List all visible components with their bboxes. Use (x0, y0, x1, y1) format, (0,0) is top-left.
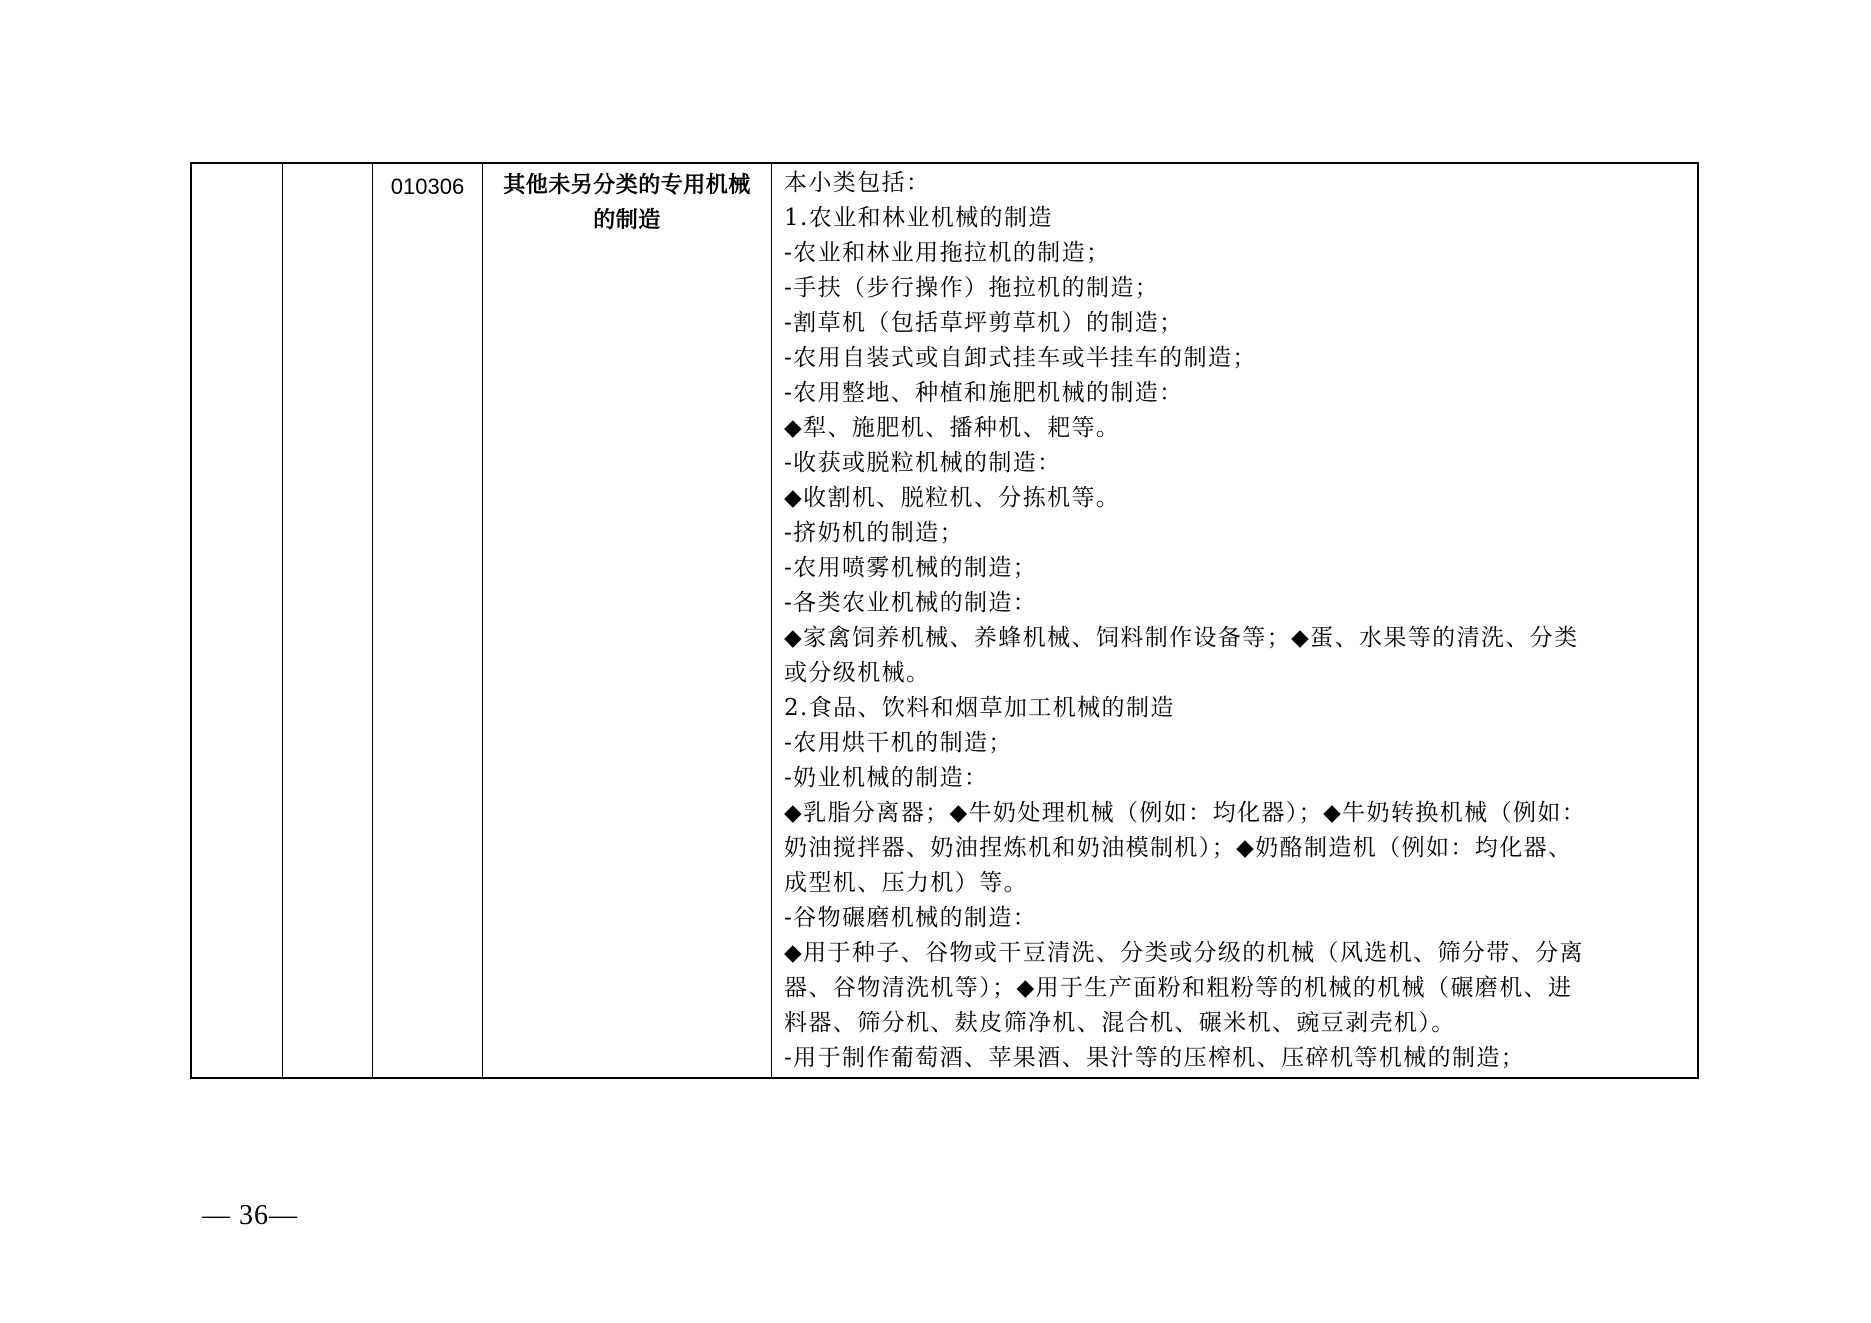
description-line: 或分级机械。 (784, 660, 931, 686)
description-line: ◆用于种子、谷物或干豆清洗、分类或分级的机械（风选机、筛分带、分离 (784, 940, 1584, 966)
description-line: ◆乳脂分离器；◆牛奶处理机械（例如：均化器）；◆牛奶转换机械（例如： (784, 800, 1587, 826)
description-line: -农业和林业用拖拉机的制造； (784, 240, 1111, 266)
description-line: 2.食品、饮料和烟草加工机械的制造 (784, 695, 1175, 721)
description-line: -农用整地、种植和施肥机械的制造： (784, 380, 1184, 406)
description-line: -奶业机械的制造： (784, 765, 989, 791)
table-cell-empty-2 (283, 164, 373, 1077)
description-line: ◆犁、施肥机、播种机、耙等。 (784, 415, 1121, 441)
page-number: — 36— (202, 1200, 298, 1231)
category-name: 其他未另分类的专用机械的制造 (483, 164, 772, 1077)
classification-table (190, 162, 1699, 1079)
description-line: 本小类包括： (784, 170, 931, 196)
description-line: 器、谷物清洗机等）；◆用于生产面粉和粗粉等的机械的机械（碾磨机、进 (784, 975, 1573, 1001)
description-line: 成型机、压力机）等。 (784, 870, 1028, 896)
category-code: 010306 (373, 164, 483, 1077)
description-line: -谷物碾磨机械的制造： (784, 905, 1038, 931)
description-line: -农用喷雾机械的制造； (784, 555, 1038, 581)
category-description (772, 164, 1697, 1077)
description-line: -农用烘干机的制造； (784, 730, 1013, 756)
description-line: 料器、筛分机、麸皮筛净机、混合机、碾米机、豌豆剥壳机）。 (784, 1010, 1456, 1036)
description-line: ◆收割机、脱粒机、分拣机等。 (784, 485, 1121, 511)
description-line: -各类农业机械的制造： (784, 590, 1038, 616)
description-line: 奶油搅拌器、奶油捏炼机和奶油模制机）；◆奶酪制造机（例如：均化器、 (784, 835, 1573, 861)
description-line: -用于制作葡萄酒、苹果酒、果汁等的压榨机、压碎机等机械的制造； (784, 1045, 1526, 1071)
description-line: -挤奶机的制造； (784, 520, 964, 546)
description-line: -手扶（步行操作）拖拉机的制造； (784, 275, 1160, 301)
description-line: 1.农业和林业机械的制造 (784, 205, 1053, 231)
description-line: ◆家禽饲养机械、养蜂机械、饲料制作设备等；◆蛋、水果等的清洗、分类 (784, 625, 1579, 651)
table-cell-empty-1 (192, 164, 283, 1077)
description-line: -收获或脱粒机械的制造： (784, 450, 1062, 476)
description-line: -割草机（包括草坪剪草机）的制造； (784, 310, 1184, 336)
description-line: -农用自装式或自卸式挂车或半挂车的制造； (784, 345, 1257, 371)
